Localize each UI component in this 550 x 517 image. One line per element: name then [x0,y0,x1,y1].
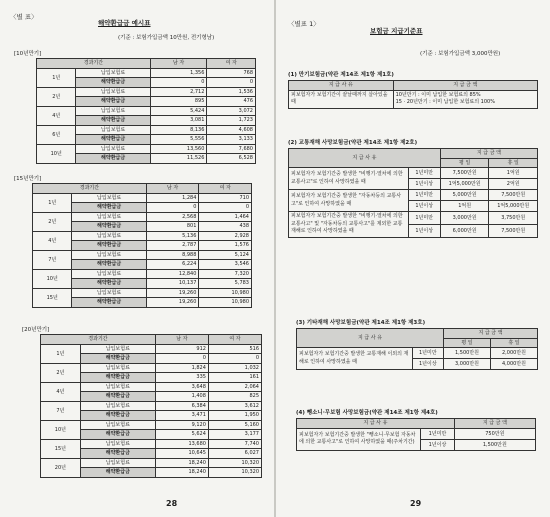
left-page-number: 28 [166,499,178,508]
col-header-female: 여 자 [207,59,256,69]
col-header-female: 여 자 [208,335,261,345]
male-value: 5,136 [146,231,199,241]
holiday-amount: 3,750만원 [489,212,538,225]
header-row [41,335,262,345]
male-value: 2,712 [150,87,207,97]
table-row [41,420,262,430]
item-cell: 해약환급금 [80,430,155,440]
item-cell: 해약환급금 [80,411,155,421]
col-header-weekday: 평 일 [444,338,491,348]
male-value: 8,988 [146,250,199,260]
col-header-male: 남 자 [146,184,199,194]
item-cell: 납입보험료 [76,106,150,116]
item-cell: 납입보험료 [72,250,146,260]
header-row [297,419,536,429]
female-value: 7,320 [199,269,252,279]
table-row [37,144,256,154]
amount-cell: 750만원 [454,428,535,439]
period-cell: 1년미만 [408,168,440,179]
reason-cell: 피보험자가 보험기간중 발생한 "비행기·열차에 의한 교통사고"로 인하여 사망하였을 때 [289,168,409,190]
female-value: 5,783 [199,279,252,289]
male-value: 912 [155,344,208,354]
table-row [41,363,262,373]
period-cell: 1년 [33,193,72,212]
table-row [33,250,252,260]
col-header-male: 남 자 [150,59,207,69]
period-cell: 1년이상 [421,439,454,450]
female-value: 1,464 [199,212,252,222]
right-page-number: 29 [410,499,422,508]
table-row [41,382,262,392]
period-cell: 20년 [41,458,81,477]
male-value: 10,137 [146,279,199,289]
holiday-amount: 7,500만원 [489,190,538,201]
item-cell: 납입보험료 [76,87,150,97]
col-header-reason: 지 급 사 유 [289,149,441,168]
period-cell: 1년이상 [412,359,443,370]
item-cell: 해약환급금 [80,354,155,364]
item-cell: 해약환급금 [72,298,146,308]
table-row [297,348,538,359]
female-value: 1,576 [199,241,252,251]
period-cell: 1년 [41,344,81,363]
table-row [33,269,252,279]
female-value: 3,133 [207,135,256,145]
weekday-amount: 3,000만원 [440,212,489,225]
col-header-reason: 지 급 사 유 [289,81,394,91]
table-row [289,190,538,201]
female-value: 825 [208,392,261,402]
col-header-male: 남 자 [155,335,208,345]
right-page-subtitle: (기준 : 보험가입금액 3,000만원) [420,51,501,57]
male-value: 2,568 [146,212,199,222]
male-value: 0 [155,354,208,364]
female-value: 438 [199,222,252,232]
item-cell: 해약환급금 [80,392,155,402]
item-cell: 납입보험료 [80,458,155,468]
item-cell: 해약환급금 [80,468,155,478]
male-value: 10,645 [155,449,208,459]
left-page-title: 해약환급금 예시표 [98,19,151,27]
period-cell: 2년 [41,363,81,382]
male-value: 19,260 [146,288,199,298]
item-cell: 납입보험료 [72,231,146,241]
item-cell: 해약환급금 [80,373,155,383]
col-header-amount: 지 급 금 액 [440,149,537,159]
male-value: 3,471 [155,411,208,421]
female-value: 6,528 [207,154,256,164]
period-cell: 7년 [33,250,72,269]
period-cell: 7년 [41,401,81,420]
male-value: 5,556 [150,135,207,145]
item-cell: 해약환급금 [72,203,146,213]
item-cell: 납입보험료 [80,439,155,449]
male-value: 5,424 [150,106,207,116]
weekday-amount: 6,000만원 [440,224,489,237]
female-value: 0 [199,203,252,213]
col-header-period: 경과기간 [41,335,156,345]
period-cell: 1년미만 [408,212,440,225]
female-value: 10,320 [208,468,261,478]
female-value: 2,928 [199,231,252,241]
table-row [33,231,252,241]
section-4-heading: (4) 뺑소니·무보험 사망보험금(약관 제14조 제1항 제4호) [296,410,438,416]
table-row [41,344,262,354]
item-cell: 해약환급금 [76,154,150,164]
female-value: 3,612 [208,401,261,411]
col-header-holiday: 휴 일 [491,338,538,348]
period-cell: 1년이상 [408,224,440,237]
item-cell: 해약환급금 [76,97,150,107]
section-3-heading: (3) 기타재해 사망보험금(약관 제14조 제1항 제3호) [296,320,426,326]
amount-cell: 1,500만원 [454,439,535,450]
table-10y-label: [10년만기] [14,51,42,57]
female-value: 5,124 [199,250,252,260]
period-cell: 15년 [41,439,81,458]
amount-cell: 10년만기 : 이미 납입한 보험료의 85% 15 · 20년만기 : 이미 납입한 보험료의 100% [393,90,537,108]
female-value: 4,608 [207,125,256,135]
male-value: 1,824 [155,363,208,373]
female-value: 768 [207,68,256,78]
section-3-table [296,328,538,370]
col-header-amount: 지 급 금 액 [444,329,538,339]
item-cell: 해약환급금 [80,449,155,459]
female-value: 3,177 [208,430,261,440]
weekday-amount: 3,000만원 [444,359,491,370]
item-cell: 납입보험료 [80,420,155,430]
header-row [289,81,538,91]
female-value: 7,680 [207,144,256,154]
female-value: 476 [207,97,256,107]
item-cell: 해약환급금 [72,260,146,270]
male-value: 8,136 [150,125,207,135]
period-cell: 15년 [33,288,72,307]
female-value: 3,072 [207,106,256,116]
male-value: 13,560 [150,144,207,154]
table-row [41,439,262,449]
table-row [37,125,256,135]
table-row [289,212,538,225]
period-cell: 1년이상 [408,201,440,212]
table-10y [36,58,256,164]
period-cell: 1년이상 [408,179,440,190]
male-value: 335 [155,373,208,383]
table-row [297,428,536,439]
col-header-holiday: 휴 일 [489,158,538,168]
table-15y-label: [15년만기] [14,176,42,182]
table-row [289,90,538,108]
female-value: 516 [208,344,261,354]
male-value: 13,680 [155,439,208,449]
reason-cell: 피보험자가 보험기간중 발생한 교통재해 이외의 재해로 인하여 사망하였을 때 [297,348,413,370]
left-page-subtitle: (기준 : 보험가입금액 10만원, 전기형남) [118,35,215,41]
holiday-amount: 1억5,000만원 [489,201,538,212]
item-cell: 납입보험료 [76,68,150,78]
period-cell: 1년미만 [408,190,440,201]
table-row [37,87,256,97]
table-15y [32,183,252,308]
item-cell: 납입보험료 [76,125,150,135]
col-header-reason: 지 급 사 유 [297,419,455,429]
period-cell: 4년 [37,106,76,125]
left-page-tag: 〈별 표〉 [10,13,38,21]
item-cell: 해약환급금 [76,135,150,145]
reason-cell: 피보험자가 보험기간중 발생한 "비행기·열차에 의한 교통사고" 및 "자동차등의 교통사고"를 제외한 교통재해로 인하여 사망하였을 때 [289,212,409,238]
female-value: 0 [208,354,261,364]
male-value: 6,224 [146,260,199,270]
section-2-heading: (2) 교통재해 사망보험금(약관 제14조 제1항 제2호) [288,140,418,146]
right-page-tag: 〈별표 1〉 [288,20,320,28]
period-cell: 10년 [37,144,76,163]
female-value: 1,950 [208,411,261,421]
male-value: 1,408 [155,392,208,402]
period-cell: 1년 [37,68,76,87]
female-value: 710 [199,193,252,203]
male-value: 1,284 [146,193,199,203]
header-row [297,329,538,339]
weekday-amount: 1억5,000만원 [440,179,489,190]
female-value: 6,027 [208,449,261,459]
male-value: 895 [150,97,207,107]
table-row [41,401,262,411]
item-cell: 해약환급금 [76,116,150,126]
male-value: 5,624 [155,430,208,440]
weekday-amount: 7,500만원 [440,168,489,179]
item-cell: 납입보험료 [80,363,155,373]
male-value: 0 [150,78,207,88]
table-row [33,288,252,298]
header-row [33,184,252,194]
female-value: 10,980 [199,288,252,298]
holiday-amount: 7,500만원 [489,224,538,237]
male-value: 6,384 [155,401,208,411]
table-row [37,106,256,116]
table-20y-label: [20년만기] [22,327,50,333]
male-value: 9,120 [155,420,208,430]
male-value: 2,787 [146,241,199,251]
holiday-amount: 2억원 [489,179,538,190]
male-value: 0 [146,203,199,213]
table-20y [40,334,262,478]
period-cell: 2년 [37,87,76,106]
item-cell: 납입보험료 [72,269,146,279]
weekday-amount: 1억원 [440,201,489,212]
right-page-title: 보험금 지급기준표 [370,27,423,35]
col-header-weekday: 평 일 [440,158,489,168]
female-value: 10,320 [208,458,261,468]
item-cell: 납입보험료 [80,382,155,392]
item-cell: 해약환급금 [76,78,150,88]
section-1-heading: (1) 만기보험금(약관 제14조 제1항 제1호) [288,72,394,78]
section-4-table [296,418,536,451]
item-cell: 해약환급금 [72,279,146,289]
female-value: 0 [207,78,256,88]
col-header-reason: 지 급 사 유 [297,329,444,348]
item-cell: 납입보험료 [72,288,146,298]
period-cell: 10년 [33,269,72,288]
table-row [41,458,262,468]
male-value: 3,648 [155,382,208,392]
item-cell: 해약환급금 [72,241,146,251]
holiday-amount: 2,000만원 [491,348,538,359]
table-row [289,168,538,179]
item-cell: 납입보험료 [76,144,150,154]
male-value: 1,356 [150,68,207,78]
holiday-amount: 4,000만원 [491,359,538,370]
female-value: 5,160 [208,420,261,430]
male-value: 11,526 [150,154,207,164]
female-value: 161 [208,373,261,383]
reason-cell: 피보험자가 보험기간이 끝날때까지 살아있을 때 [289,90,394,108]
weekday-amount: 1,500만원 [444,348,491,359]
item-cell: 납입보험료 [72,193,146,203]
male-value: 12,840 [146,269,199,279]
item-cell: 납입보험료 [80,344,155,354]
weekday-amount: 5,000만원 [440,190,489,201]
male-value: 19,260 [146,298,199,308]
period-cell: 10년 [41,420,81,439]
period-cell: 4년 [41,382,81,401]
male-value: 18,240 [155,468,208,478]
period-cell: 6년 [37,125,76,144]
item-cell: 납입보험료 [72,212,146,222]
col-header-period: 경과기간 [37,59,151,69]
female-value: 10,980 [199,298,252,308]
header-row [37,59,256,69]
col-header-amount: 지 급 금 액 [454,419,535,429]
female-value: 1,723 [207,116,256,126]
female-value: 1,032 [208,363,261,373]
holiday-amount: 1억원 [489,168,538,179]
col-header-amount: 지 급 금 액 [393,81,537,91]
female-value: 1,536 [207,87,256,97]
section-1-table [288,80,538,109]
table-row [33,212,252,222]
female-value: 3,546 [199,260,252,270]
male-value: 3,081 [150,116,207,126]
period-cell: 1년미만 [421,428,454,439]
male-value: 801 [146,222,199,232]
col-header-female: 여 자 [199,184,252,194]
item-cell: 납입보험료 [80,401,155,411]
male-value: 18,240 [155,458,208,468]
item-cell: 해약환급금 [72,222,146,232]
period-cell: 2년 [33,212,72,231]
period-cell: 1년미만 [412,348,443,359]
period-cell: 4년 [33,231,72,250]
reason-cell: 피보험자가 보험기간중 발생한 "뺑소니·무보험 자동차에 의한 교통사고"로 인하여 사망하였을 때(주차기간) [297,428,421,450]
header-row [289,149,538,159]
female-value: 2,064 [208,382,261,392]
table-row [37,68,256,78]
page-gutter [274,0,276,517]
female-value: 7,740 [208,439,261,449]
section-2-table [288,148,538,238]
table-row [33,193,252,203]
reason-cell: 피보험자가 보험기간중 발생한 "자동차등의 교통사고"로 인하여 사망하였을 때 [289,190,409,212]
col-header-period: 경과기간 [33,184,147,194]
